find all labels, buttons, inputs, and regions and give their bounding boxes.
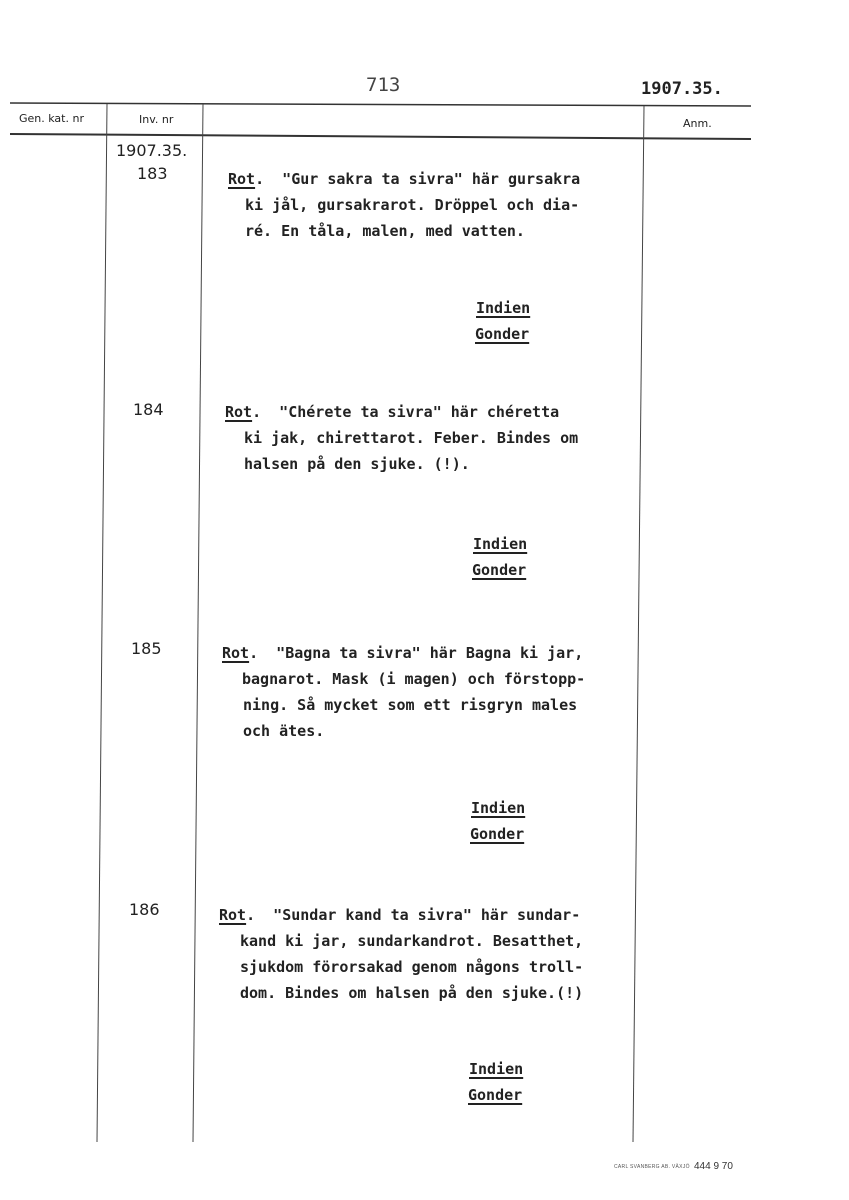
entry-line: och ätes. [243, 722, 325, 740]
entry-people: Gonder [472, 561, 527, 579]
entry-description: Rot. "Gur sakra ta sivra" här gursakra [228, 170, 581, 188]
entry-label: Rot [222, 644, 250, 662]
entry-region: Indien [469, 1060, 524, 1078]
entry-line: ki jak, chirettarot. Feber. Bindes om [244, 429, 579, 447]
entry-line: ki jål, gursakrarot. Dröppel och dia- [245, 196, 580, 214]
entry-people: Gonder [475, 325, 530, 343]
entry-region: Indien [473, 535, 528, 553]
entry-people: Gonder [468, 1086, 523, 1104]
entry-line: bagnarot. Mask (i magen) och förstopp- [242, 670, 586, 688]
accession-header: 1907.35. [641, 79, 723, 99]
entry-description: Rot. "Chérete ta sivra" här chéretta [225, 403, 560, 421]
entry-description: Rot. "Bagna ta sivra" här Bagna ki jar, [222, 644, 584, 662]
entry-line: halsen på den sjuke. (!). [244, 455, 470, 473]
inv-number: 184 [133, 400, 164, 419]
column-header-inv-nr: Inv. nr [139, 113, 174, 126]
form-code: 444 9 70 [694, 1161, 733, 1172]
column-header-anm: Anm. [683, 117, 712, 130]
entry-description: Rot. "Sundar kand ta sivra" här sundar- [219, 906, 581, 924]
entry-line: ning. Så mycket som ett risgryn males [243, 696, 578, 714]
entry-region: Indien [476, 299, 531, 317]
printer-imprint: CARL SVANBERG AB. VÄXJÖ [614, 1164, 690, 1170]
entry-label: Rot [225, 403, 253, 421]
inv-number: 183 [137, 164, 168, 183]
column-header-gen-kat-nr: Gen. kat. nr [19, 112, 84, 125]
entry-label: Rot [228, 170, 256, 188]
entry-line: ré. En tåla, malen, med vatten. [245, 222, 525, 240]
entry-line: kand ki jar, sundarkandrot. Besatthet, [240, 932, 584, 950]
entry-people: Gonder [470, 825, 525, 843]
entry-line: dom. Bindes om halsen på den sjuke.(!) [240, 984, 584, 1002]
entry-line: sjukdom förorsakad genom någons troll- [240, 958, 584, 976]
inv-number: 185 [131, 639, 162, 658]
entry-region: Indien [471, 799, 526, 817]
series-prefix: 1907.35. [116, 141, 188, 160]
page-number: 713 [366, 74, 401, 96]
inv-number: 186 [129, 900, 160, 919]
entry-label: Rot [219, 906, 247, 924]
